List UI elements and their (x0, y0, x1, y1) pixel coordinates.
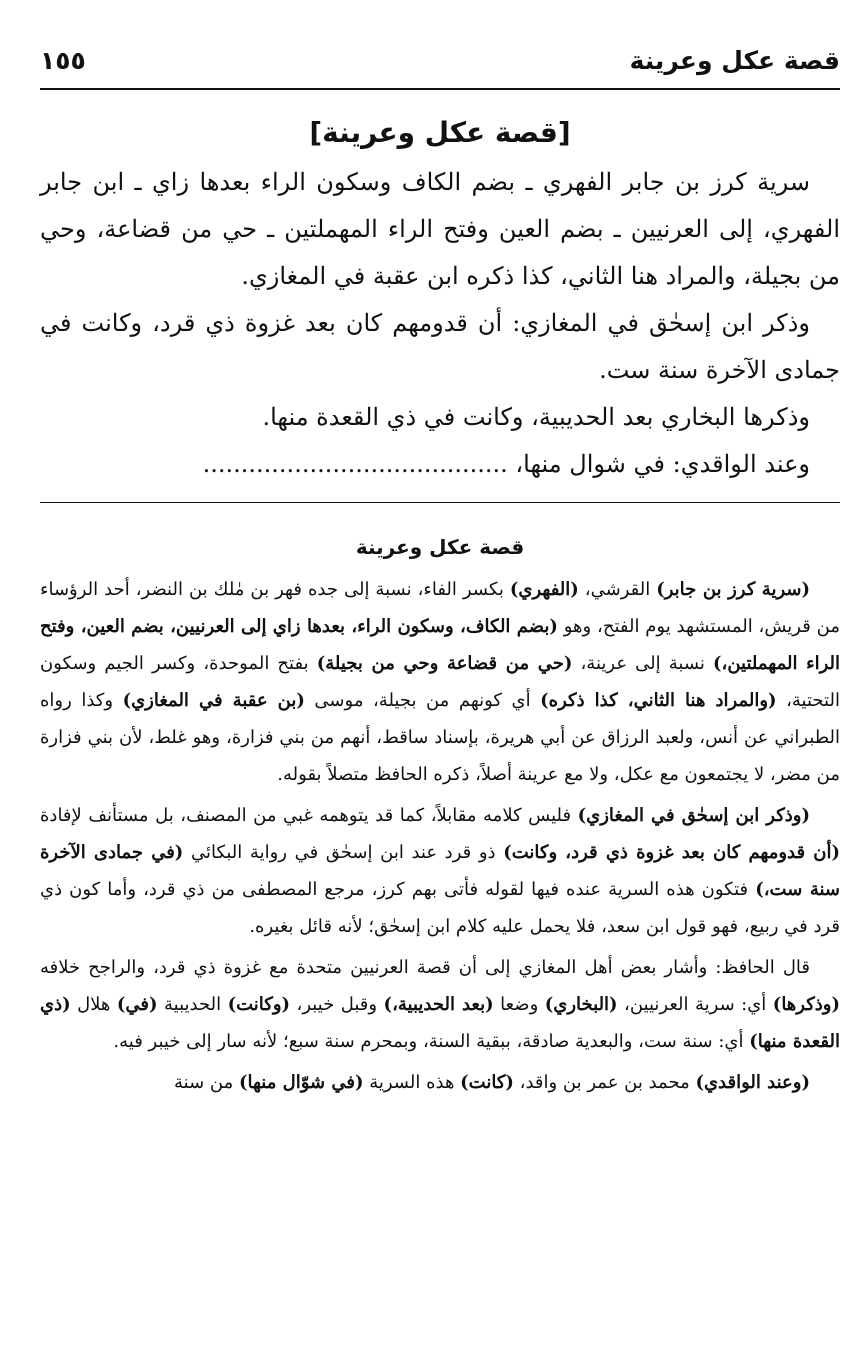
commentary-segment: أي كونهم من بجيلة، موسى (304, 690, 541, 711)
quoted-main-text: (في جمادى الآخرة سنة ست،) (40, 842, 841, 900)
quoted-main-text: (والمراد هنا الثاني، كذا ذكره) (540, 690, 777, 711)
commentary-segment: نسبة إلى عرينة، (572, 653, 714, 674)
commentary-paragraph (40, 949, 840, 1060)
section-divider (40, 502, 840, 503)
commentary-segment: بفتح الموحدة، وكسر الجيم وسكون التحتية، (40, 653, 840, 711)
commentary-segment: أي: سنة ست، والبعدية صادقة، ببقية السنة، وبمحرم سنة سبع؛ لأنه سار إلى خيبر فيه. (113, 1031, 750, 1052)
main-text-paragraph-2: وذكر ابن إسحٰق في المغازي: أن قدومهم كان بعد غزوة ذي قرد، وكانت في جمادى الآخرة سنة ست. (40, 309, 840, 384)
quoted-main-text: (وذكر ابن إسحٰق في المغازي) (577, 805, 810, 826)
quoted-main-text: (أن قدومهم كان بعد غزوة ذي قرد، وكانت) (503, 842, 841, 863)
book-page (40, 36, 840, 1105)
quoted-main-text: (الفهري) (509, 579, 579, 600)
commentary-paragraph (40, 797, 840, 945)
commentary-paragraph (40, 571, 840, 793)
page-header (40, 36, 840, 90)
quoted-main-text: (وكانت) (227, 994, 291, 1015)
commentary-text (40, 571, 840, 1101)
commentary-segment: ذو قرد عند ابن إسحٰق في رواية البكائي (183, 842, 504, 863)
commentary-segment: فليس كلامه مقابلاً، كما قد يتوهمه غبي من المصنف، بل مستأنف لإفادة (40, 805, 578, 826)
quoted-main-text: (سرية كرز بن جابر) (656, 579, 810, 600)
commentary-segment: وضعا (493, 994, 545, 1015)
commentary-segment: وكذا رواه الطبراني عن أنس، ولعبد الرزاق عن أبي هريرة، بإسناد ساقط، أنهم من بني فزارة، وهو غلط، لأن بني فزارة من مضر، لا يجتمعون مع عكل، ولا مع عرينة أصلاً، ذكره الحافظ متصلاً بقوله. (40, 690, 840, 785)
quoted-main-text: (بضم الكاف، وسكون الراء، بعدها زاي إلى العرنيين، بضم العين، وفتح الراء المهملتين،) (40, 616, 841, 674)
main-text-paragraph-1: سرية كرز بن جابر الفهري ـ بضم الكاف وسكون الراء بعدها زاي ـ ابن جابر الفهري، إلى العرنيين ـ بضم العين وفتح الراء المهملتين ـ حي من قضاعة، وحي من بجيلة، والمراد هنا الثاني، كذا ذكره ابن عقبة في المغازي. (40, 168, 840, 290)
commentary-segment: فتكون هذه السرية عنده فيها لقوله فأتى بهم كرز، مرجع المصطفى من ذي قرد، وأما كون ذي قرد في ربيع، فهو قول ابن سعد، فلا يحمل عليه كلام ابن إسحٰق؛ لأنه قائل بغيره. (40, 879, 840, 937)
commentary-segment: القرشي، (578, 579, 657, 600)
running-title: قصة عكل وعرينة (629, 46, 840, 75)
quoted-main-text: (وعند الواقدي) (695, 1072, 810, 1093)
commentary-segment: من سنة (174, 1072, 239, 1093)
main-text-paragraph-4: وعند الواقدي: في شوال منها، ........................................ (202, 450, 810, 478)
commentary-segment: هذه السرية (363, 1072, 461, 1093)
main-text (40, 159, 840, 488)
commentary-segment: قال الحافظ: وأشار بعض أهل المغازي إلى أن قصة العرنيين متحدة مع غزوة ذي قرد، والراجح خلافه (40, 957, 810, 978)
quoted-main-text: (في شوّال منها) (238, 1072, 364, 1093)
commentary-segment: محمد بن عمر بن واقد، (513, 1072, 696, 1093)
commentary-segment: وقبل خيبر، (290, 994, 384, 1015)
page-number: ١٥٥ (40, 46, 86, 75)
commentary-paragraph (40, 1064, 840, 1101)
quoted-main-text: (كانت) (460, 1072, 514, 1093)
quoted-main-text: (بعد الحديبية،) (383, 994, 494, 1015)
commentary-segment: الحديبية (157, 994, 228, 1015)
quoted-main-text: (وذكرها) (772, 994, 841, 1015)
quoted-main-text: (بن عقبة في المغازي) (122, 690, 305, 711)
main-text-paragraph-3: وذكرها البخاري بعد الحديبية، وكانت في ذي القعدة منها. (262, 403, 810, 431)
commentary-segment: أي: سرية العرنيين، (617, 994, 773, 1015)
quoted-main-text: (في) (116, 994, 158, 1015)
quoted-main-text: (البخاري) (544, 994, 618, 1015)
quoted-main-text: (حي من قضاعة وحي من بجيلة) (316, 653, 573, 674)
commentary-segment: بكسر الفاء، نسبة إلى جده فهر بن مٰلك بن النضر، أحد الرؤساء من قريش، المستشهد يوم الفتح، وهو (40, 579, 840, 637)
commentary-segment: هلال (70, 994, 117, 1015)
quoted-main-text: (ذي القعدة منها) (40, 994, 840, 1052)
chapter-title: [قصة عكل وعرينة] (309, 116, 571, 149)
commentary-title: قصة عكل وعرينة (355, 535, 525, 559)
